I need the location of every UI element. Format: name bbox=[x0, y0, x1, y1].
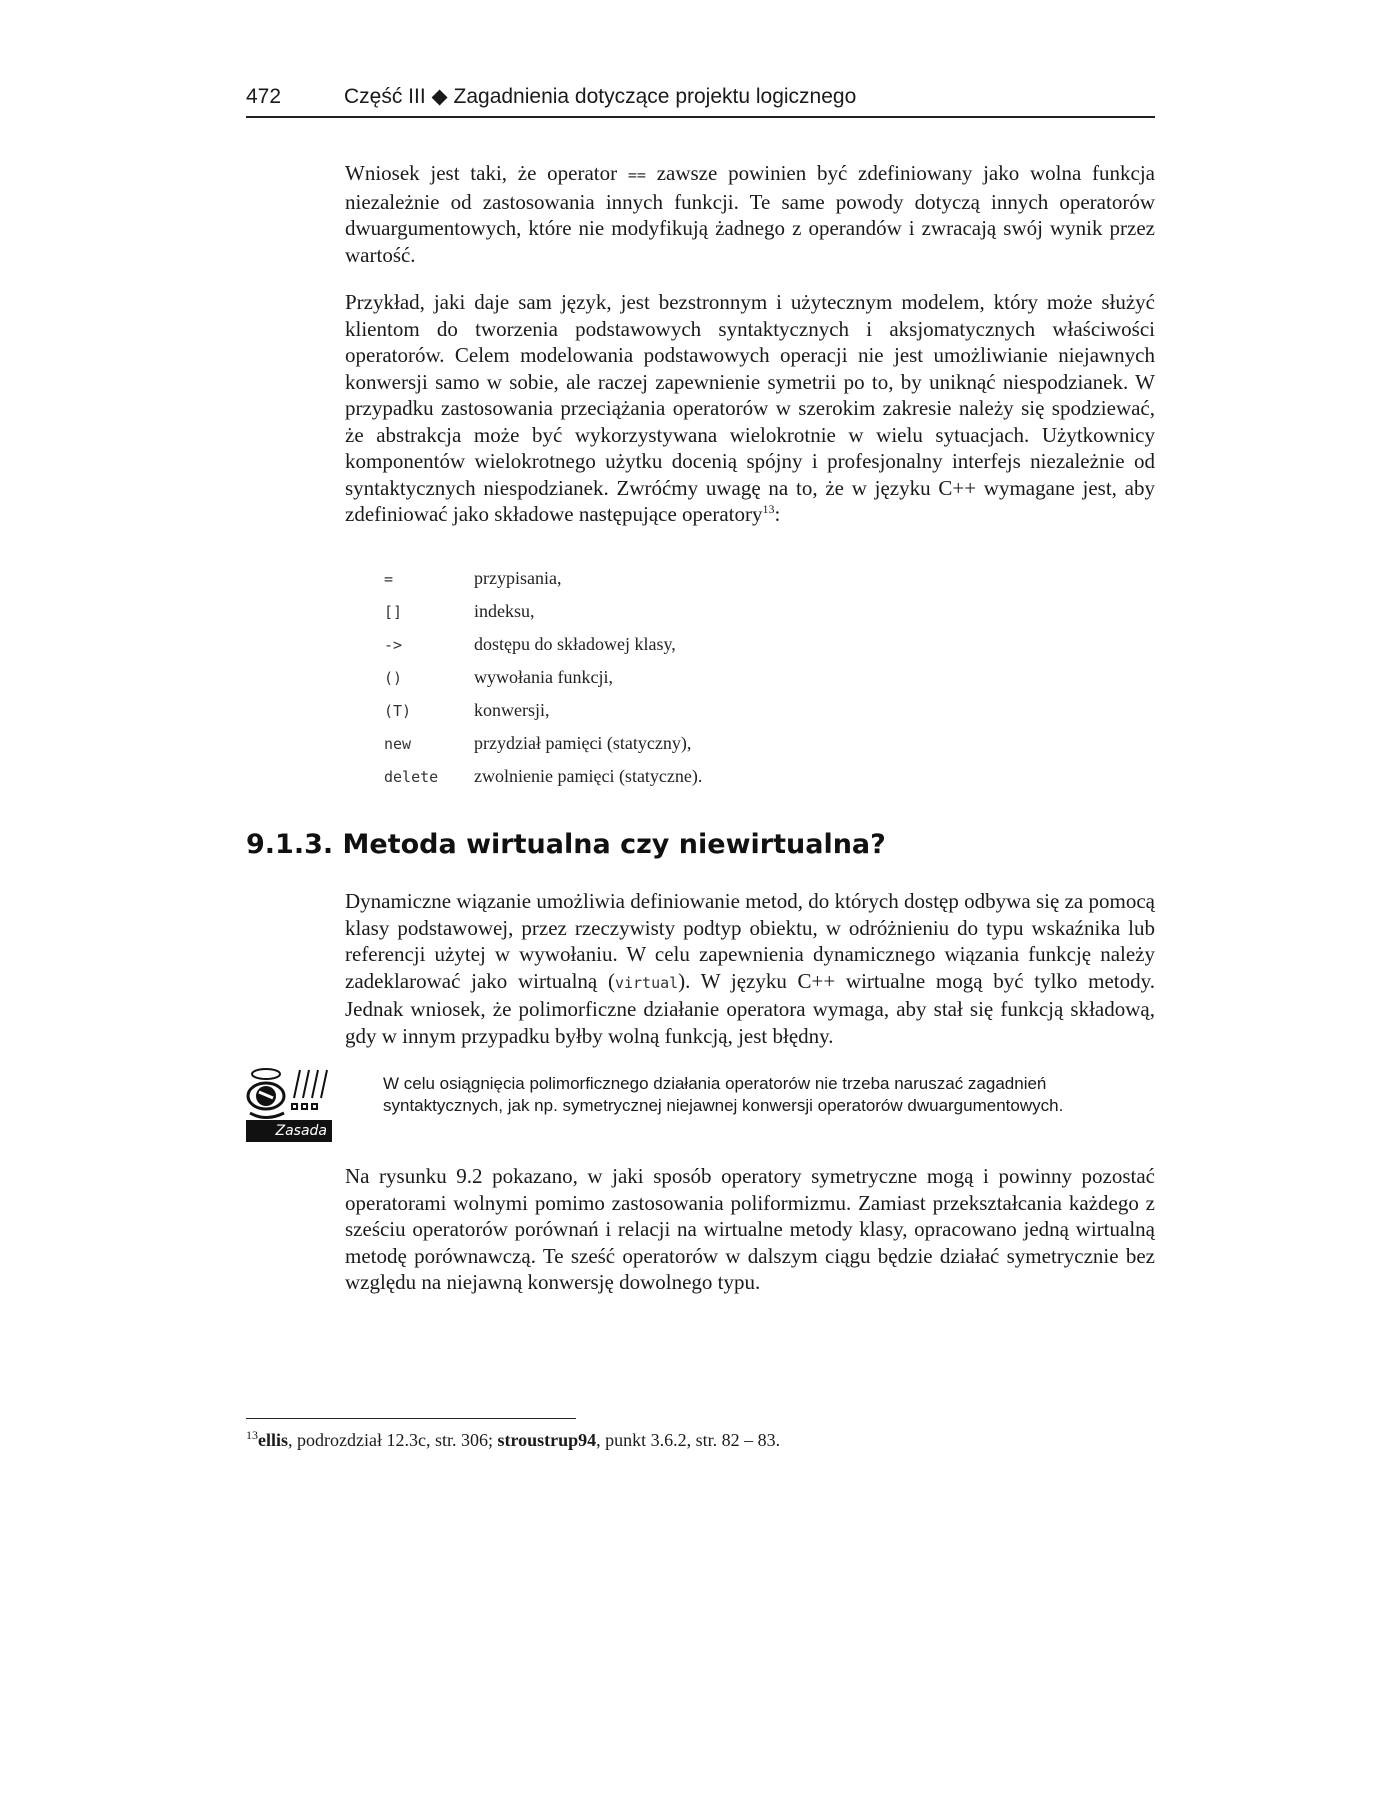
operator-description: wywołania funkcji, bbox=[474, 667, 613, 687]
inline-code: virtual bbox=[614, 973, 679, 992]
footnote-number: 13 bbox=[246, 1428, 258, 1442]
paragraph-figure-reference: Na rysunku 9.2 pokazano, w jaki sposób operatory symetryczne mogą i powinny pozostać operatorami wolnymi pomimo zastosowania poliformizmu. Zamiast przekształcania każdego z sześciu operatorów porównań i relacji na wirtualne metody klasy, opracowano jedną wirtualną metodę porównawczą. Te sześć operatorów w dalszym ciągu będzie działać symetrycznie bez względu na niejawną konwersję dowolnego typu. bbox=[345, 1164, 1155, 1294]
operator-symbol: [] bbox=[384, 602, 403, 621]
footnote bbox=[246, 1428, 1146, 1452]
operator-row bbox=[384, 595, 884, 628]
rule-label: Zasada bbox=[246, 1120, 332, 1142]
paragraph-text: ). W języku C++ wirtualne mogą być tylko metody. Jednak wniosek, że polimorficzne działanie operatora wymaga, aby stał się funkcją składową, gdy w innym przypadku byłby wolną funkcją, jest błędny. bbox=[345, 968, 1155, 1048]
operator-description: dostępu do składowej klasy, bbox=[474, 634, 676, 654]
footnote-text: , podrozdział 12.3c, str. 306; bbox=[288, 1430, 498, 1450]
operator-symbol: () bbox=[384, 668, 403, 687]
operator-row bbox=[384, 661, 884, 694]
operator-symbol: (T) bbox=[384, 701, 412, 720]
footnote-text: , punkt 3.6.2, str. 82 – 83. bbox=[596, 1430, 781, 1450]
operator-row bbox=[384, 760, 884, 793]
footnote-reference-ellis: ellis bbox=[258, 1430, 288, 1450]
page-header bbox=[246, 84, 1155, 118]
operator-description: indeksu, bbox=[474, 601, 535, 621]
paragraph-text: : bbox=[774, 502, 781, 526]
operator-row bbox=[384, 628, 884, 661]
footnote-reference: 13 bbox=[762, 502, 775, 516]
rule-icon bbox=[246, 1064, 332, 1142]
compass-icon bbox=[246, 1064, 332, 1120]
page-number: 472 bbox=[246, 85, 282, 108]
operator-description: zwolnienie pamięci (statyczne). bbox=[474, 766, 703, 786]
operator-description: przydział pamięci (statyczny), bbox=[474, 733, 692, 753]
running-title: Część III ◆ Zagadnienia dotyczące projektu logicznego bbox=[344, 85, 857, 108]
operator-symbol: delete bbox=[384, 767, 439, 786]
operator-description: przypisania, bbox=[474, 568, 562, 588]
operator-symbol: -> bbox=[384, 635, 403, 654]
section-heading: 9.1.3. Metoda wirtualna czy niewirtualna? bbox=[246, 829, 886, 860]
paragraph-text: Przykład, jaki daje sam język, jest bezstronnym i użytecznym modelem, który może służyć klientom do tworzenia podstawowych syntaktycznych i aksjomatycznych właściwości operatorów. Celem modelowania podstawowych operacji nie jest umożliwianie niejawnych konwersji samo w sobie, ale raczej zapewnienie symetrii po to, by uniknąć niespodzianek. W przypadku zastosowania przeciążania operatorów w szerokim zakresie należy się spodziewać, że abstrakcja może być wykorzystywana wielokrotnie w wielu sytuacjach. Użytkownicy komponentów wielokrotnego użytku docenią spójny i profesjonalny interfejs niezależnie od syntaktycznych niespodzianek. Zwróćmy uwagę na to, że w języku C++ wymagane jest, aby zdefiniować jako składowe następujące operatory bbox=[345, 290, 1155, 526]
paragraph-language-example bbox=[345, 289, 1155, 528]
operator-row bbox=[384, 562, 884, 595]
paragraph-text: Wniosek jest taki, że operator bbox=[345, 161, 628, 185]
paragraph-dynamic-binding bbox=[345, 888, 1155, 1049]
inline-code: == bbox=[627, 166, 646, 184]
footnote-divider bbox=[246, 1418, 576, 1419]
paragraph-text: Dynamiczne wiązanie umożliwia definiowanie metod, do których dostęp odbywa się za pomocą klasy podstawowej, przez rzeczywisty podtyp obiektu, w odróżnieniu do typu wskaźnika lub referencji użytej w wywołaniu. W celu zapewnienia dynamicznego wiązania funkcję należy zadeklarować jako wirtualną ( bbox=[345, 889, 1155, 993]
operator-row bbox=[384, 727, 884, 760]
operator-description: konwersji, bbox=[474, 700, 550, 720]
operator-list bbox=[384, 562, 884, 793]
footnote-reference-stroustrup: stroustrup94 bbox=[497, 1430, 597, 1450]
operator-symbol: = bbox=[384, 569, 394, 588]
operator-row bbox=[384, 694, 884, 727]
paragraph-conclusion bbox=[345, 160, 1155, 268]
operator-symbol: new bbox=[384, 734, 412, 753]
paragraph-text: zawsze powinien być zdefiniowany jako wolna funkcja niezależnie od zastosowania innych funkcji. Te same powody dotyczą innych operatorów dwuargumentowych, które nie modyfikują żadnego z operandów i zwracają swój wynik przez wartość. bbox=[345, 161, 1155, 267]
rule-text: W celu osiągnięcia polimorficznego działania operatorów nie trzeba naruszać zagadnień syntaktycznych, jak np. symetrycznej niejawnej konwersji operatorów dwuargumentowych. bbox=[383, 1074, 1064, 1115]
